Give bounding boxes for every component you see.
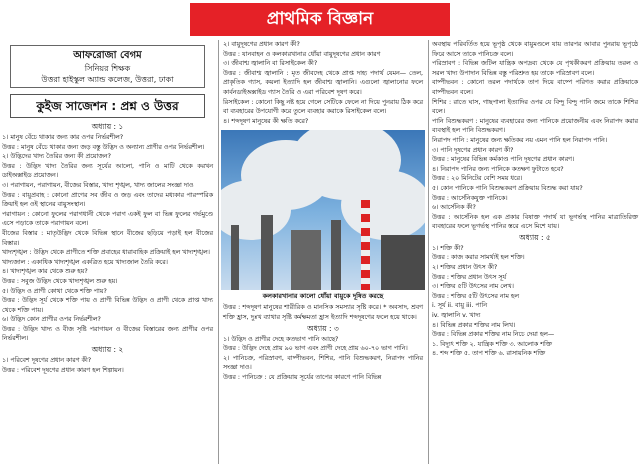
paragraph: ৩। শক্তির ৫টি উৎসের নাম লেখ। (432, 283, 514, 291)
chapter-label: অধ্যায় : ৫ (519, 232, 551, 242)
paragraph: উত্তর : উদ্ভিদ দেহে প্রায় ৯০ ভাগ এবং প্রাণী দেহে প্রায় ৬০-৭০ ভাগ পানি। (223, 345, 408, 353)
paragraph: ২। পানিচক্র, পরিস্রাবণ, বাষ্পীভবন, শিশির, পানি বিশুদ্ধকরণ, নিরাপদ পানির সংজ্ঞা দাও। (223, 354, 423, 372)
paragraph: iv. জ্বালানি v. খাদ্য (432, 312, 481, 320)
column-1 (0, 40, 215, 460)
paragraph: খাদ্যজাল : একাধিক খাদ্যশৃঙ্খল একত্রিত হয়ে খাদ্যজাল তৈরি করে। (2, 258, 168, 266)
paragraph: পানি বিশুদ্ধকরণ : মানুষের ব্যবহারের জন্য পানিকে প্রয়োজনীয় এবং নিরাপদ করার ব্যবস্থাই হল পানি বিশুদ্ধকরণ। (432, 117, 638, 135)
red-chimney (361, 200, 370, 290)
paragraph: ৬। উদ্ভিদ কোন প্রাণীর ওপর নির্ভরশীল? (2, 316, 101, 324)
paragraph: ২। বায়ুদূষণের প্রধান কারণ কী? (223, 41, 300, 48)
paragraph: শিশির : রাতে ঘাস, গাছপালা ইত্যাদির ওপর যে বিন্দু বিন্দু পানি জমে তাকে শিশির বলে। (432, 98, 638, 116)
paragraph: ৩। জীবাশ্ম জ্বালানি বা রিসাইকেল কী? (223, 60, 318, 68)
photo-caption: কলকারখানার কালো ধোঁয়া বায়ুকে দূষিত করছে (262, 292, 384, 301)
column-divider (428, 40, 429, 464)
paragraph: উত্তর : পরিবেশ দূষণের প্রধান কারণ হল শিল্পায়ন। (2, 366, 124, 374)
factory-tower (261, 215, 273, 290)
paragraph: ৩। পরাগায়ন, পরাগায়ন, বীজের বিস্তার, খাদ্য শৃঙ্খল, খাদ্য জালের সংজ্ঞা দাও (2, 181, 194, 189)
page-title: প্রাথমিক বিজ্ঞান (190, 3, 450, 36)
article-text (221, 40, 425, 126)
paragraph: ২। শক্তির প্রধান উৎস কী? (432, 264, 498, 272)
paragraph: উত্তর : আর্সেনিকযুক্ত পানিকে। (432, 194, 508, 202)
paragraph: উত্তর : বিভিন্ন প্রকার শক্তির নাম নিচে দেয়া হল— (432, 331, 555, 339)
paragraph: উত্তর : সবুজ উদ্ভিদ থেকে খাদ্যশৃঙ্খল শুরু হয়। (2, 277, 118, 285)
author-school: উত্তরা হাইস্কুল অ্যান্ড কলেজ, উত্তরা, ঢাকা (41, 75, 174, 84)
paragraph: ১. বিদ্যুৎ শক্তি ২. যান্ত্রিক শক্তি ৩. আলোক শক্তি (432, 340, 552, 348)
author-box (10, 45, 205, 88)
paragraph: বাষ্পীভবন : কোনো তরল পদার্থকে তাপ দিয়ে বাষ্পে পরিণত করার প্রক্রিয়াকে বাষ্পীভবন বলে। (432, 79, 638, 96)
paragraph: ৫। কোন পানিকে পানি বিশুদ্ধকরণ প্রক্রিয়ায় বিশুদ্ধ করা যায়? (432, 184, 583, 192)
paragraph: উত্তর : উদ্ভিদ খাদ্য ও বীজ সৃষ্টি পরাগায়ন ও বীজের বিস্তারের জন্য প্রাণীর ওপর নির্ভরশীল। (2, 325, 213, 343)
paragraph: উত্তর : মানুষের বিভিন্ন কর্মকাণ্ড পানি দূষণের প্রধান কারণ। (432, 156, 575, 164)
paragraph: i. সূর্য ii. বায়ু iii. পানি (432, 302, 487, 310)
paragraph: ৪। শব্দদূষণ মানুষের কী ক্ষতি করে? (223, 117, 309, 125)
paragraph: ৪. শব্দ শক্তি ৫. তাপ শক্তি ৬. রাসায়নিক শক্তি (432, 350, 546, 358)
paragraph: উত্তর : জীবাশ্ম জ্বালানি : মৃত জীবদেহ থেকে প্রাপ্ত দাহ্য পদার্থ যেমন— তেল, প্রাকৃতিক গ্যাস, কয়লা ইত্যাদি হল জীবাশ্ম জ্বালানি। এগুলো জ্বালানোর ফলে কার্বনডাইঅক্সাইড গ্যাস তৈরি ও এরা পরিবেশ দূষণ করে। (223, 69, 423, 96)
paragraph: ১। পরিবেশ দূষণের প্রধান কারণ কী? (2, 357, 92, 365)
paragraph: ৬। আর্সেনিক কী? (432, 204, 476, 212)
paragraph: ৪। নিরাপদ পানির জন্য পানিকে কতক্ষণ ফুটাতে হবে? (432, 165, 564, 173)
paragraph: উত্তর : বায়ুপ্রবাহ : কোনো প্রাণের সব জীব ও জড় এবং তাদের মধ্যকার পারস্পরিক ক্রিয়াই হল ওই স্থানের বায়ুসংস্থান। (2, 191, 213, 209)
paragraph: পরাগায়ন : কোনো ফুলের পরাগধানী থেকে পরাগ একই ফুল বা ভিন্ন ফুলের গর্ভমুণ্ডে এসে পড়াকে তাকে পরাগায়ন বলে। (2, 210, 213, 228)
chapter-label: অধ্যায় : ৩ (307, 323, 339, 333)
paragraph: উত্তর : কাজ করার সামর্থ্যই হল শক্তি। (432, 254, 525, 262)
author-name: আফরোজা বেগম (73, 50, 142, 61)
article-text (430, 40, 640, 359)
paragraph: উত্তর : আর্সেনিক হল এক প্রকার বিষাক্ত পদার্থ যা ভূগর্ভস্থ পানির মাত্রাতিরিক্ত ব্যবহারের ফলে ভূগর্ভস্থ পানির স্তরে এসে মিশে যায়। (432, 213, 638, 231)
author-role: সিনিয়র শিক্ষক (84, 64, 131, 73)
factory-tower (331, 220, 341, 290)
paragraph: উত্তর : শক্তির ৫টি উৎসের নাম হল (432, 292, 519, 300)
column-2 (221, 40, 425, 460)
paragraph: ৪। খাদ্যশৃঙ্খল কার থেকে শুরু হয়? (2, 268, 88, 276)
paragraph: উত্তর : যানবাহন ও কলকারখানার ধোঁয়া বায়ুদূষণের প্রধান কারণ (223, 50, 381, 58)
paragraph: ১। শক্তি কী? (432, 244, 464, 252)
paragraph: উত্তর : উদ্ভিদ সূর্য থেকে শক্তি পায় ও প্রাণী বিভিন্ন উদ্ভিদ ও প্রাণী থেকে প্রাপ্ত খাদ্য থেকে শক্তি পায়। (2, 297, 213, 314)
column-3 (430, 40, 640, 460)
factory-building (381, 235, 425, 290)
chapter-label: অধ্যায় : ২ (91, 345, 124, 355)
paragraph: উত্তর : উদ্ভিদ খাদ্য তৈরির জন্য সূর্যের আলো, পানি ও মাটি থেকে করখন ডাইঅক্সাইড প্রয়োজন। (2, 162, 213, 180)
paragraph: খাদ্যশৃঙ্খল : উদ্ভিদ থেকে প্রাণীতে শক্তি প্রবাহের ধারাবাহিক প্রক্রিয়াই হল খাদ্যশৃঙ্খল। (2, 249, 210, 257)
paragraph: ৫। উদ্ভিদ ও প্রাণী কোথা থেকে শক্তি পায়? (2, 287, 107, 295)
paragraph: উত্তর : পানিচক্র : যে প্রক্রিয়ায় সূর্যের তাপের কারণে পানি বিভিন্ন (223, 373, 382, 381)
article-text (221, 303, 425, 382)
paragraph: ১। মানুষ বেঁচে থাকার জন্য কার ওপর নির্ভরশীল? (2, 134, 124, 141)
factory-tower (231, 225, 239, 290)
paragraph: নিরাপদ পানি : মানুষের জন্য ক্ষতিকর নয় এমন পানি হল নিরাপদ পানি। (432, 136, 608, 144)
paragraph: রিসাইকেল : কোনো কিছু নষ্ট হয়ে গেলে সেটিকে ফেলে না দিয়ে পুনরায় ঠিক করে বা ব্যবহারের উপযোগী করে তুলে ব্যবহার করাকে রিসাইকেল বলে। (223, 98, 423, 116)
factory-building (291, 230, 321, 290)
paragraph: অবস্থায় পরিবর্তিত হয়ে ভূপৃষ্ঠ থেকে বায়ুমণ্ডলে যায় তারপর আবার পুনরায় ভূপৃষ্ঠে ফিরে আসে তাকে পানিচক্র বলে। (432, 41, 638, 58)
smoke-cloud (341, 170, 425, 240)
paragraph: উত্তর : মানুষ বেঁচে থাকার জন্য জড় বস্তু উদ্ভিদ ও অন্যান্য প্রাণীর ওপর নির্ভরশীল। (2, 143, 205, 151)
paragraph: উত্তর : শক্তির প্রধান উৎস সূর্য (432, 273, 507, 281)
section-heading: কুইজ সাজেশন : প্রশ্ন ও উত্তর (10, 94, 205, 118)
chapter-label: অধ্যায় : ১ (91, 122, 124, 131)
paragraph: ৩। পানি দূষণের প্রধান কারণ কী? (432, 146, 514, 154)
paragraph: ২। উদ্ভিদের খাদ্য তৈরির জন্য কী প্রয়োজন? (2, 153, 112, 161)
paragraph: ১। উদ্ভিদ ও প্রাণীর দেহে কতভাগ পানি আছে? (223, 335, 339, 343)
column-divider (218, 40, 219, 464)
factory-smoke-photo (221, 130, 425, 290)
paragraph: উত্তর : শব্দদূষণ মানুষের শারীরিক ও মানসিক সমস্যার সৃষ্টি করে। * অবসাদ, শ্রবণ শক্তি হ্রাস, দুঃখ ব্যাথার সৃষ্টি কর্মক্ষমতা হ্রাস ইত্যাদি শব্দদূষণের ফলে হয়ে থাকে। (223, 304, 423, 321)
paragraph: ৪। বিভিন্ন প্রকার শক্তির নাম লিখ। (432, 321, 516, 329)
paragraph: উত্তর : ২০ মিনিটের বেশি সময় ধরে। (432, 175, 523, 183)
paragraph: পরিস্রাবণ : বিভিন্ন জটিল যান্ত্রিক অপদ্রব্য থেকে যে পৃথকীকরণ প্রক্রিয়ায় তরল ও সরল খাদ্য উপাদান বিভিন্ন বস্তু পরিশ্রুত হয় তাকে পরিস্রাবণ বলে। (432, 60, 638, 77)
article-text (0, 122, 215, 375)
paragraph: বীজের বিস্তার : মাতৃউদ্ভিদ থেকে বিভিন্ন স্থানে বীজের ছড়িয়ে পড়াই হল বীজের বিস্তার। (2, 229, 213, 247)
